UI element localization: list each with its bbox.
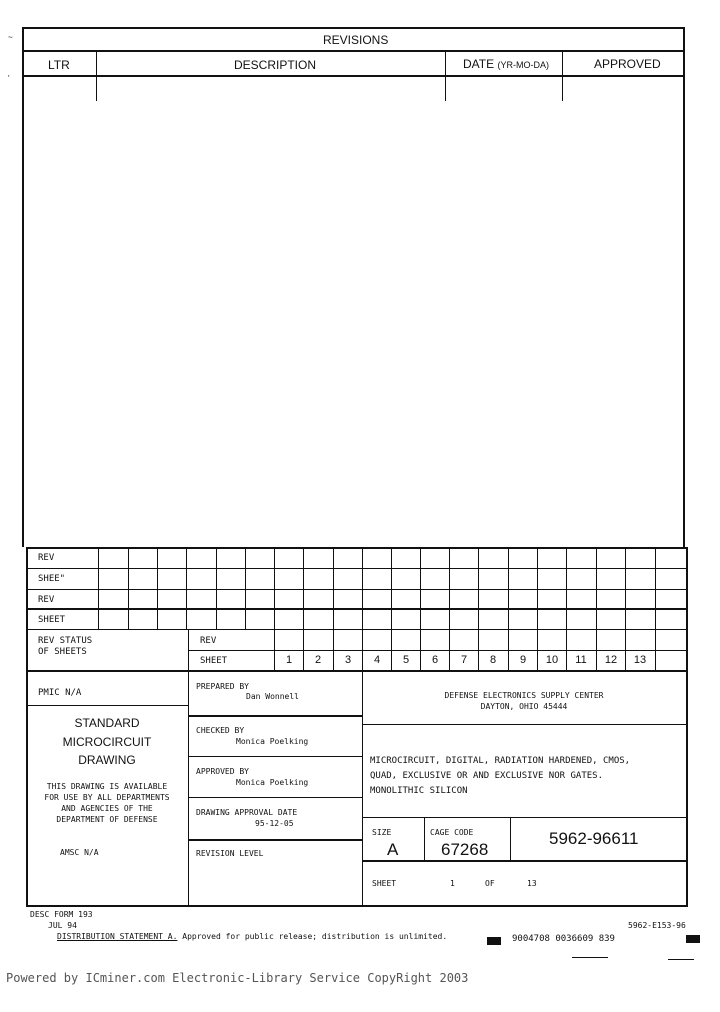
availability-note: DEPARTMENT OF DEFENSE — [56, 815, 158, 824]
amsc-label: AMSC N/A — [60, 848, 99, 857]
sheet-number: 4 — [373, 654, 381, 666]
date-header-format: (YR-MO-DA) — [497, 60, 549, 70]
barcode-block — [686, 935, 700, 943]
distribution-label: DISTRIBUTION STATEMENT A. — [57, 932, 178, 941]
availability-note: THIS DRAWING IS AVAILABLE — [46, 782, 168, 791]
sheet-row-label: SHEET — [38, 615, 66, 625]
checked-by-label: CHECKED BY — [196, 726, 245, 735]
sheet-number: 7 — [460, 654, 468, 666]
sheet-label: SHEET — [372, 879, 397, 888]
approval-date-label: DRAWING APPROVAL DATE — [196, 808, 298, 817]
size-label: SIZE — [372, 828, 392, 837]
date-header-prefix: DATE — [463, 57, 495, 71]
sheet-number: 3 — [344, 654, 352, 666]
part-description: MICROCIRCUIT, DIGITAL, RADIATION HARDENED, CMOS, — [370, 756, 631, 766]
revisions-title: REVISIONS — [323, 33, 389, 47]
cage-code-value: 67268 — [441, 840, 489, 859]
drawing-title: DRAWING — [78, 753, 136, 767]
sheet-number: 12 — [604, 654, 618, 666]
date-header — [463, 57, 549, 71]
sheet-number: 9 — [519, 654, 527, 666]
standard-title: STANDARD — [74, 716, 140, 730]
sheet-number: 13 — [633, 654, 647, 666]
sheet-row-label: SHEET — [200, 656, 228, 666]
size-value: A — [387, 840, 399, 859]
availability-note: AND AGENCIES OF THE — [61, 804, 153, 813]
approved-by-name: Monica Poelking — [236, 778, 309, 787]
microcircuit-title: MICROCIRCUIT — [62, 735, 152, 749]
form-number: DESC FORM 193 — [30, 910, 93, 919]
ltr-header: LTR — [48, 58, 70, 72]
approved-by-label: APPROVED BY — [196, 767, 249, 776]
margin-mark: ' — [8, 74, 10, 83]
drawing-number: 5962-96611 — [549, 829, 639, 848]
document-reference: 5962-E153-96 — [628, 921, 686, 930]
sheet-number: 2 — [314, 654, 322, 666]
form-date: JUL 94 — [48, 921, 77, 930]
prepared-by-label: PREPARED BY — [196, 682, 249, 691]
approval-date: 95-12-05 — [255, 819, 294, 828]
availability-note: FOR USE BY ALL DEPARTMENTS — [44, 793, 170, 802]
sheet-number: 1 — [285, 654, 293, 666]
revision-level-label: REVISION LEVEL — [196, 849, 264, 858]
prepared-by-name: Dan Wonnell — [246, 692, 299, 701]
cage-code-label: CAGE CODE — [430, 828, 474, 837]
rev-status-label: REV STATUS — [38, 636, 93, 646]
barcode-block — [487, 937, 501, 945]
sheet-number: 11 — [575, 654, 587, 666]
sheets-total: 13 — [527, 879, 537, 888]
checked-by-name: Monica Poelking — [236, 737, 309, 746]
sheet-number: 8 — [489, 654, 497, 666]
margin-mark: ~ — [8, 33, 13, 42]
rev-row-label: REV — [38, 553, 55, 563]
agency-name: DEFENSE ELECTRONICS SUPPLY CENTER — [444, 691, 604, 700]
powered-by-text: Powered by ICminer.com Electronic-Library Service CopyRight 2003 — [6, 971, 469, 985]
sheet-value: 1 — [450, 879, 455, 888]
approved-header: APPROVED — [594, 57, 661, 71]
distribution-statement — [57, 932, 447, 941]
part-description: MONOLITHIC SILICON — [370, 786, 468, 796]
sheet-row-label: SHEE" — [38, 574, 66, 584]
sheet-number: 6 — [431, 654, 439, 666]
rev-row-label: REV — [38, 595, 55, 605]
agency-address: DAYTON, OHIO 45444 — [480, 702, 568, 711]
sheet-number: 10 — [545, 654, 559, 666]
of-label: OF — [485, 879, 495, 888]
of-sheets-label: OF SHEETS — [38, 647, 87, 657]
rev-row-label: REV — [200, 636, 217, 646]
sheet-number: 5 — [402, 654, 410, 666]
part-description: QUAD, EXCLUSIVE OR AND EXCLUSIVE NOR GATES. — [370, 771, 603, 781]
distribution-text: Approved for public release; distribution is unlimited. — [182, 932, 448, 941]
pmic-label: PMIC N/A — [38, 688, 82, 698]
description-header: DESCRIPTION — [234, 58, 317, 72]
barcode-text: 9004708 0036609 839 — [512, 934, 615, 944]
